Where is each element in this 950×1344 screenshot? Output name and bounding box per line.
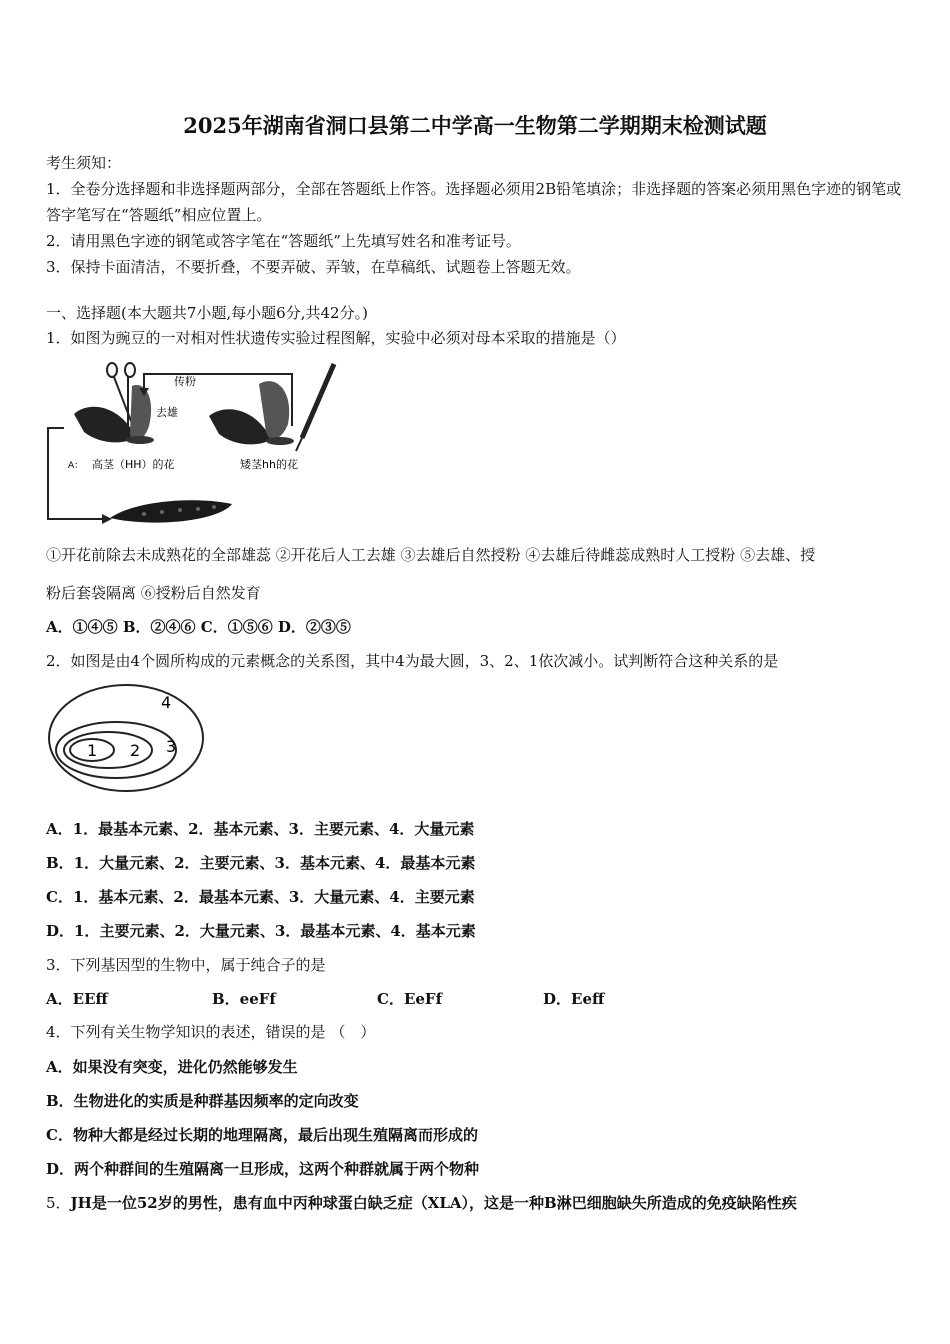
label-tall: 高茎（HH）的花: [92, 458, 175, 471]
q4-option-d: D．两个种群间的生殖隔离一旦形成，这两个种群就属于两个物种: [46, 1160, 480, 1178]
question-2: [46, 650, 778, 671]
short-flower-image: [209, 381, 294, 445]
pea-pod-image: [110, 500, 232, 522]
section-heading: 一、选择题(本大题共7小题,每小题6分,共42分。): [46, 304, 368, 322]
tall-flower-image: [74, 385, 154, 444]
question-3: [46, 954, 326, 975]
q3-option-d: D．Eeff: [543, 990, 605, 1008]
label-pollinate: 传粉: [174, 375, 196, 388]
circle-1-label: 1: [87, 741, 98, 760]
q2-option-c: C．1．基本元素、2．最基本元素、3．大量元素、4．主要元素: [46, 888, 475, 906]
q3-option-c: C．EeFf: [377, 990, 443, 1008]
q2-option-a: A．1．最基本元素、2．基本元素、3．主要元素、4．大量元素: [46, 820, 475, 838]
circles-figure: [46, 680, 208, 796]
pea-cross-figure: [44, 356, 344, 528]
circle-4-label: 4: [161, 693, 172, 712]
question-1: [46, 327, 626, 348]
question-stem: 下列有关生物学知识的表述，错误的是 （ ）: [70, 1023, 376, 1041]
q2-option-d: D．1．主要元素、2．大量元素、3．最基本元素、4．基本元素: [46, 922, 476, 940]
page-title: 2025年湖南省洞口县第二中学高一生物第二学期期末检测试题: [183, 113, 767, 138]
brush-icon: [296, 364, 334, 451]
q3-option-a: A．EEff: [46, 990, 108, 1008]
circle-4: [49, 685, 203, 791]
label-a: A：: [68, 461, 84, 471]
question-stem: JH是一位52岁的男性，患有血中丙种球蛋白缺乏症（XLA），这是一种B淋巴细胞缺失所造成的免疫缺陷性疾: [70, 1194, 797, 1212]
q2-option-b: B．1．大量元素、2．主要元素、3．基本元素、4．最基本元素: [46, 854, 476, 872]
circle-3-label: 3: [166, 737, 177, 756]
circle-3: [56, 722, 176, 778]
notice-item-1: 1．全卷分选择题和非选择题两部分，全部在答题纸上作答。选择题必须用2B铅笔填涂；非选择题的答案必须用黑色字迹的钢笔或答字笔写在“答题纸”相应位置上。: [46, 180, 902, 224]
question-number: 2．: [46, 652, 71, 670]
notice-item-3: 3．保持卡面清洁，不要折叠，不要弄破、弄皱，在草稿纸、试题卷上答题无效。: [46, 258, 581, 276]
q1-measures-line-1: ①开花前除去未成熟花的全部雄蕊 ②开花后人工去雄 ③去雄后自然授粉 ④去雄后待雌蕊成熟时人工授粉 ⑤去雄、授: [46, 546, 816, 564]
q4-option-c: C．物种大都是经过长期的地理隔离，最后出现生殖隔离而形成的: [46, 1126, 478, 1144]
label-emasculate: 去雄: [156, 406, 178, 419]
question-stem: 如图为豌豆的一对相对性状遗传实验过程图解，实验中必须对母本采取的措施是（）: [70, 329, 626, 347]
notice-heading: 考生须知：: [46, 154, 122, 172]
label-short: 矮茎hh的花: [240, 458, 298, 471]
q3-option-b: B．eeFf: [212, 990, 276, 1008]
q4-option-b: B．生物进化的实质是种群基因频率的定向改变: [46, 1092, 359, 1110]
question-stem: 下列基因型的生物中，属于纯合子的是: [70, 956, 326, 974]
q4-option-a: A．如果没有突变，进化仍然能够发生: [46, 1058, 298, 1076]
question-number: 5．: [46, 1194, 71, 1212]
circle-2-label: 2: [130, 741, 141, 760]
question-number: 3．: [46, 956, 71, 974]
question-4: [46, 1021, 375, 1042]
question-stem: 如图是由4个圆所构成的元素概念的关系图，其中4为最大圆，3、2、1依次减小。试判断符合这种关系的是: [70, 652, 779, 670]
notice-item-2: 2．请用黑色字迹的钢笔或答字笔在“答题纸”上先填写姓名和准考证号。: [46, 232, 521, 250]
question-5: [46, 1192, 797, 1213]
question-number: 4．: [46, 1023, 71, 1041]
q1-options: A．①④⑤ B．②④⑥ C．①⑤⑥ D．②③⑤: [46, 618, 351, 636]
q1-measures-line-2: 粉后套袋隔离 ⑥授粉后自然发育: [46, 584, 261, 602]
question-number: 1．: [46, 329, 71, 347]
